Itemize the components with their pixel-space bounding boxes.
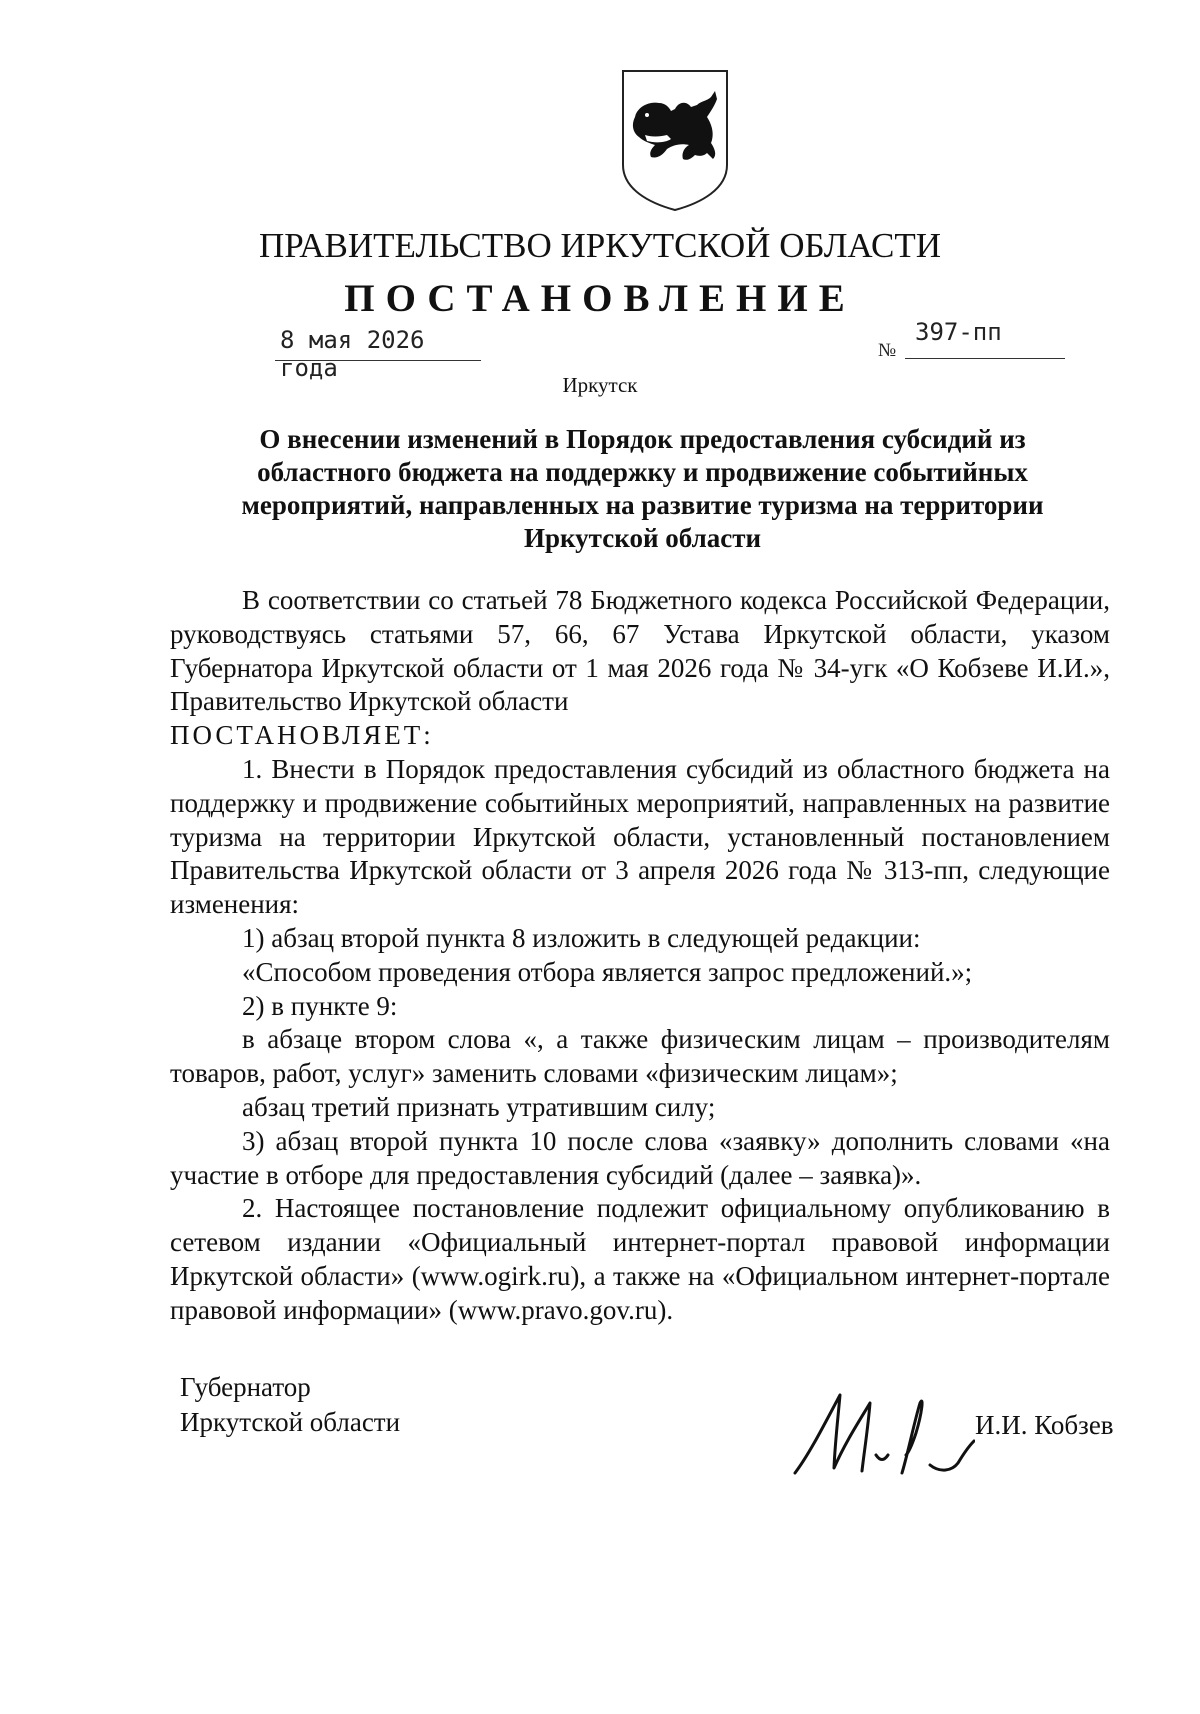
document-title: О внесении изменений в Порядок предоставления субсидий из областного бюджета на поддержку и продвижение событийных мероприятий, направленных на развитие туризма на территории Иркутской области [241, 424, 1044, 553]
number-sign: № [878, 340, 897, 361]
resolves-heading: ПОСТАНОВЛЯЕТ: [170, 720, 434, 751]
position-line-1: Губернатор [180, 1372, 311, 1402]
date-underline [275, 360, 481, 361]
number-underline [905, 358, 1065, 359]
item-1-2-b: абзац третий признать утратившим силу; [242, 1091, 716, 1122]
irkutsk-coat-of-arms-icon [615, 67, 735, 213]
item-1-3: 3) абзац второй пункта 10 после слова «заявку» дополнить словами «на участие в отборе для предоставления субсидий (далее – заявка)». [170, 1125, 1110, 1190]
document-body [170, 584, 1110, 1328]
signatory-position [180, 1370, 400, 1440]
document-number: 397-пп [915, 318, 1002, 346]
city: Иркутск [562, 373, 638, 397]
item-1: 1. Внести в Порядок предоставления субсидий из областного бюджета на поддержку и продвижение событийных мероприятий, направленных на развитие туризма на территории Иркутской области, установленный постановлением Правительства Иркутской области от 3 апреля 2026 года № 313-пп, следующие изменения: [170, 753, 1110, 920]
position-line-2: Иркутской области [180, 1407, 401, 1437]
item-1-2: 2) в пункте 9: [242, 990, 398, 1021]
preamble: В соответствии со статьей 78 Бюджетного кодекса Российской Федерации, руководствуясь статьями 57, 66, 67 Устава Иркутской области, указом Губернатора Иркутской области от 1 мая 2026 года № 34-угк «О Кобзеве И.И.», Правительство Иркутской области [170, 585, 1110, 717]
issuing-authority: ПРАВИТЕЛЬСТВО ИРКУТСКОЙ ОБЛАСТИ [259, 226, 941, 265]
item-1-2-a: в абзаце втором слова «, а также физическим лицам – производителям товаров, работ, услуг» заменить словами «физическим лицам»; [170, 1024, 1110, 1089]
signatory-name: И.И. Кобзев [975, 1410, 1114, 1440]
document-type: ПОСТАНОВЛЕНИЕ [344, 277, 856, 320]
item-1-1: 1) абзац второй пункта 8 изложить в следующей редакции: [242, 922, 921, 953]
document-date: 8 мая 2026 года [280, 326, 425, 382]
handwritten-signature [790, 1383, 975, 1483]
item-2: 2. Настоящее постановление подлежит официальному опубликованию в сетевом издании «Официальный интернет-портал правовой информации Иркутской области» (www.ogirk.ru), а также на «Официальном интернет-портале правовой информации» (www.pravo.gov.ru). [170, 1193, 1110, 1325]
item-1-1-text: «Способом проведения отбора является запрос предложений.»; [242, 956, 973, 987]
